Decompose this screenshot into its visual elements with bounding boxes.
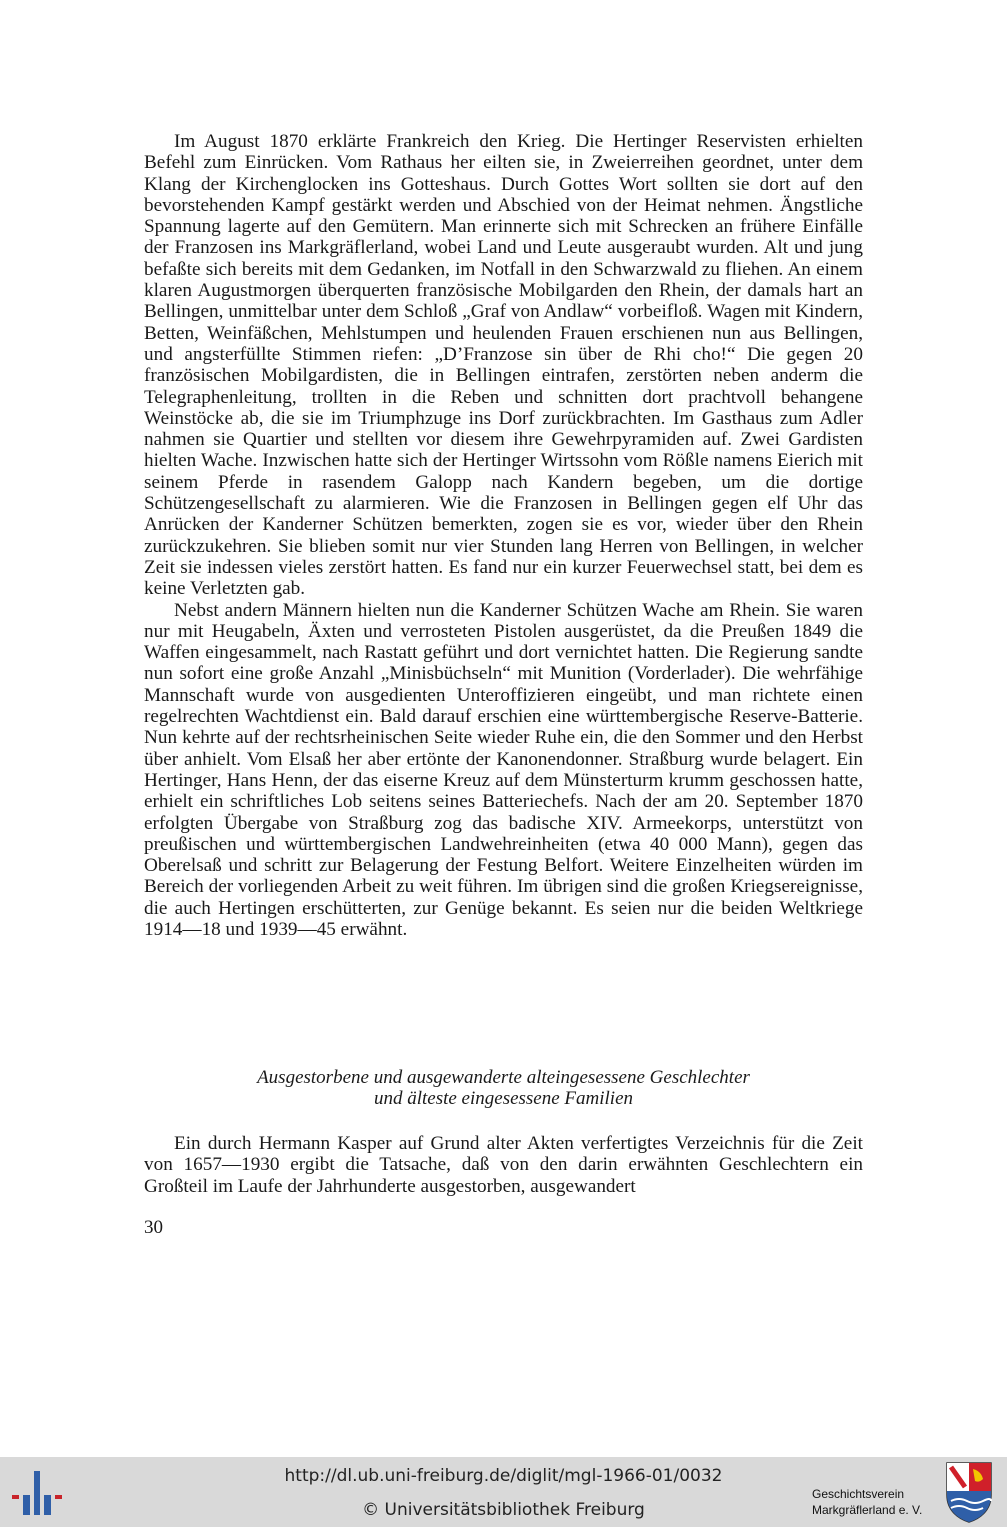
footer-bar [0, 1457, 1007, 1527]
org-name [812, 1486, 942, 1518]
paragraph-1: Im August 1870 erklärte Frankreich den Krieg. Die Hertinger Reservisten erhielten Befehl zum Einrücken. Vom Rathaus her eilten sie, in Zweierreihen geordnet, unter dem Klang der Kirchenglocken ins Gotteshaus. Durch Gottes Wort sollten sie dort auf den bevorstehenden Kampf gestärkt werden und Abschied von der Heimat nehmen. Ängstliche Spannung lagerte auf den Gemütern. Man erinnerte sich mit Schrecken an frühere Einfälle der Franzosen ins Markgräflerland, wobei Land und Leute ausgeraubt wurden. Alt und jung befaßte sich bereits mit dem Gedanken, im Notfall in den Schwarzwald zu fliehen. An einem klaren Augustmorgen überquerten französische Mobilgarden den Rhein, der damals hart an Bellingen, unmittelbar unter dem Schloß „Graf von Andlaw“ vorbeifloß. Wagen mit Kindern, Betten, Weinfäßchen, Mehlstumpen und heulenden Frauen erschienen nun aus Bellingen, und angsterfüllte Stimmen riefen: „D’Franzose sin über de Rhi cho!“ Die gegen 20 französischen Mobilgardisten, die in Bellingen eintrafen, zerstörten neben anderm die Telegraphenleitung, trollten in die Reben und schnitten dort prachtvoll behangene Weinstöcke ab, die sie im Triumphzuge ins Dorf zurückbrachten. Im Gasthaus zum Adler nahmen sie Quartier und stellten vor diesem ihre Gewehrpyramiden auf. Zwei Gardisten hielten Wache. Inzwischen hatte sich der Hertinger Wirtssohn vom Rößle namens Eierich mit seinem Pferde in rasendem Galopp nach Kandern begeben, um die dortige Schützengesellschaft zu alarmieren. Wie die Franzosen in Bellingen gegen elf Uhr das Anrücken der Kanderner Schützen bemerkten, zogen sie es vor, wieder über den Rhein zurückzukehren. Sie blieben somit nur vier Stunden lang Herren von Bellingen, in welcher Zeit sie indessen vieles zerstört hatten. Es fand nur ein kurzer Feuerwechsel statt, bei dem es keine Verletzten gab. [144, 131, 863, 600]
org-name-line-2: Markgräflerland e. V. [812, 1503, 923, 1517]
section-heading-line-1: Ausgestorbene und ausgewanderte alteingesessene Geschlechter [257, 1067, 750, 1088]
page-number: 30 [144, 1217, 163, 1238]
coat-of-arms-icon[interactable] [945, 1461, 993, 1523]
section-heading [144, 1067, 863, 1109]
main-text [144, 131, 863, 940]
org-name-line-1: Geschichtsverein [812, 1487, 905, 1501]
footer-url-link[interactable]: http://dl.ub.uni-freiburg.de/diglit/mgl-1966-01/0032 [284, 1466, 723, 1486]
paragraph-3: Ein durch Hermann Kasper auf Grund alter Akten verfertigtes Verzeichnis für die Zeit von 1657—1930 ergibt die Tatsache, daß von den darin erwähnten Geschlechtern ein Großteil im Laufe der Jahrhunderte ausgestorben, ausgewandert [144, 1133, 863, 1197]
paragraph-2: Nebst andern Männern hielten nun die Kanderner Schützen Wache am Rhein. Sie waren nur mit Heugabeln, Äxten und verrosteten Pistolen ausgerüstet, da die Preußen 1849 die Waffen eingesammelt, nach Rastatt geführt und dort vernichtet hatten. Die Regierung sandte nun sofort eine große Anzahl „Minisbüchseln“ mit Munition (Vorderlader). Die wehrfähige Mannschaft wurde von ausgedienten Unteroffizieren eingeübt, und man richtete einen regelrechten Wachtdienst ein. Bald darauf erschien eine württembergische Reserve-Batterie. Nun kehrte auf der rechtsrheinischen Seite wieder Ruhe ein, die den Sommer und den Herbst über anhielt. Vom Elsaß her aber ertönte der Kanonendonner. Straßburg wurde belagert. Ein Hertinger, Hans Henn, der das eiserne Kreuz auf dem Münsterturm krumm geschossen hatte, erhielt ein schriftliches Lob seitens seines Batteriechefs. Nach der am 20. September 1870 erfolgten Übergabe von Straßburg zog das badische XIV. Armeekorps, unterstützt von preußischen und württembergischen Landwehreinheiten (etwa 40 000 Mann), gegen das Oberelsaß und schritt zur Belagerung der Festung Belfort. Weitere Einzelheiten würden im Bereich der vorliegenden Arbeit zu weit führen. Im übrigen sind die großen Kriegsereignisse, die auch Hertingen erschütterten, zur Genüge bekannt. Es seien nur die beiden Weltkriege 1914—18 und 1939—45 erwähnt. [144, 599, 863, 940]
section-heading-line-2: und älteste eingesessene Familien [373, 1088, 634, 1109]
footer-copyright: © Universitätsbibliothek Freiburg [362, 1500, 645, 1520]
